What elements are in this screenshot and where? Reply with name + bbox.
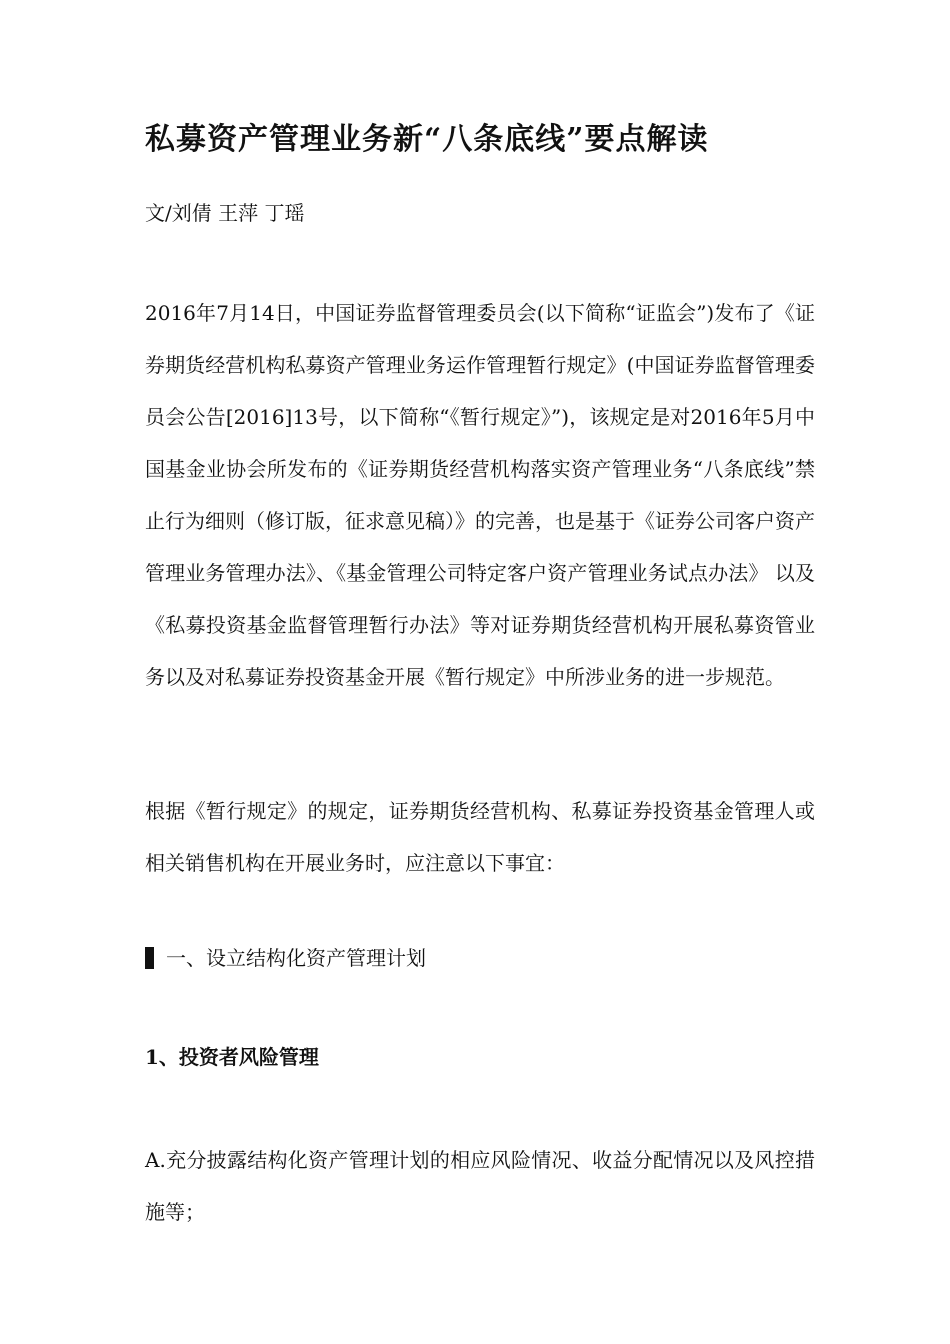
section-heading-text: 一、设立结构化资产管理计划 [166,946,426,970]
paragraph-intro: 2016年7月14日，中国证券监督管理委员会(以下简称“证监会”)发布了《证券期货经营机构私募资产管理业务运作管理暂行规定》(中国证券监督管理委员会公告[2016]13号，以下简称“《暂行规定》”)，该规定是对2016年5月中国基金业协会所发布的《证券期货经营机构落实资产管理业务“八条底线”禁止行为细则（修订版，征求意见稿）》的完善，也是基于《证券公司客户资产管理业务管理办法》、《基金管理公司特定客户资产管理业务试点办法》 以及《私募投资基金监督管理暂行办法》等对证券期货经营机构开展私募资管业务以及对私募证券投资基金开展《暂行规定》中所涉业务的进一步规范。 [145,301,815,689]
section-marker-icon [145,947,154,969]
paragraph-summary: 根据《暂行规定》的规定，证券期货经营机构、私募证券投资基金管理人或相关销售机构在开展业务时，应注意以下事宜： [145,799,815,875]
document-title: 私募资产管理业务新“八条底线”要点解读 [145,122,709,157]
author-line: 文/刘倩 王萍 丁瑶 [145,201,305,225]
subsection-heading: 1、投资者风险管理 [145,1045,319,1069]
section-heading [145,942,426,974]
paragraph-item-a: A.充分披露结构化资产管理计划的相应风险情况、收益分配情况以及风控措施等； [145,1148,815,1224]
